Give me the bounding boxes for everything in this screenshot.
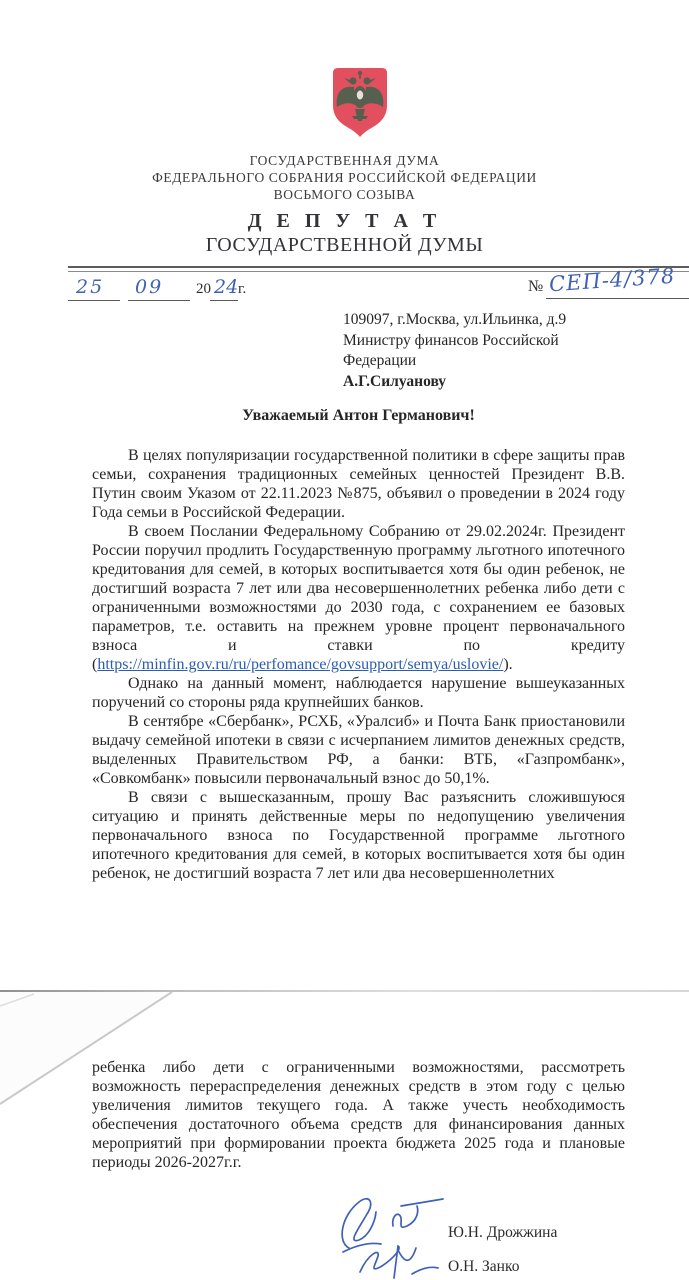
recipient-title-line2: Федерации bbox=[343, 352, 417, 369]
paragraph-2-tail: ). bbox=[503, 656, 513, 673]
date-year-printed: 20 bbox=[196, 281, 211, 297]
ref-number-underline bbox=[546, 298, 689, 299]
paragraph-3: Однако на данный момент, наблюдается нарушение вышеуказанных поручений со стороны ряда крупнейших банков. bbox=[92, 675, 625, 711]
letterhead bbox=[0, 152, 689, 257]
recipient-block bbox=[343, 310, 603, 392]
paragraph-2-text: В своем Послании Федеральному Собранию от 29.02.2024г. Президент России поручил продлить Государственную программу льготного ипотечного кредитования для семей, в которых воспитывается хотя бы один ребенок, не достигший возраста 7 лет или два несовершеннолетних ребенка либо дети с ограниченными возможностями до 2030 года, с сохранением ее базовых параметров, т.е. оставить на прежнем уровне процент первоначального взноса и ставки по кредиту ( bbox=[92, 523, 625, 673]
date-underline-2 bbox=[128, 300, 190, 301]
paragraph-1: В целях популяризации государственной политики в сфере защиты прав семьи, сохранения традиционных семейных ценностей Президент В.В. Путин своим Указом от 22.11.2023 №875, объявил о проведении в 2024 году Года семьи в Российской Федерации. bbox=[92, 447, 625, 521]
minfin-link[interactable]: https://minfin.gov.ru/ru/perfomance/govsupport/semya/uslovie/ bbox=[97, 656, 504, 673]
letter-body-continued bbox=[92, 1058, 625, 1172]
signatory-1-name: Ю.Н. Дрожжина bbox=[448, 1224, 558, 1241]
paragraph-5: В связи с вышесказанным, прошу Вас разъяснить сложившуюся ситуацию и принять действенные меры по недопущению увеличения первоначального взноса по Государственной программе льготного ипотечного кредитования для семей, в которых воспитывается хотя бы один ребенок, не достигший возраста 7 лет или два несовершеннолетних bbox=[92, 789, 625, 882]
ref-number-handwritten: СЕП-4/378 bbox=[548, 263, 677, 297]
date-month-handwritten: 09 bbox=[135, 276, 164, 298]
date-year-handwritten: 24 bbox=[214, 276, 239, 298]
org-name-line3: ВОСЬМОГО СОЗЫВА bbox=[273, 187, 416, 202]
sender-role-line1: Д Е П У Т А Т bbox=[247, 210, 442, 232]
russia-coat-of-arms-icon bbox=[328, 66, 392, 138]
ref-number-label: № bbox=[528, 278, 544, 295]
signatory-2-name: О.Н. Занко bbox=[448, 1258, 520, 1275]
sender-role-line2: ГОСУДАРСТВЕННОЙ ДУМЫ bbox=[205, 234, 484, 256]
recipient-name: А.Г.Силуанову bbox=[343, 372, 447, 390]
paragraph-2 bbox=[92, 522, 625, 674]
date-year-suffix: г. bbox=[238, 281, 247, 297]
org-name-line1: ГОСУДАРСТВЕННАЯ ДУМА bbox=[249, 153, 440, 168]
paragraph-6: ребенка либо дети с ограниченными возможностями, рассмотреть возможность перераспределения денежных средств в этом году с целью увеличения лимитов текущего года. А также учесть необходимость обеспечения достаточного объема средств для финансирования данных мероприятий при формировании проекта бюджета 2025 года и плановые периоды 2026-2027г.г. bbox=[92, 1059, 625, 1171]
org-name-line2: ФЕДЕРАЛЬНОГО СОБРАНИЯ РОССИЙСКОЙ ФЕДЕРАЦИИ bbox=[152, 170, 537, 185]
date-day-handwritten: 25 bbox=[76, 276, 105, 298]
date-underline-1 bbox=[68, 300, 120, 301]
recipient-title-line1: Министру финансов Российской bbox=[343, 331, 559, 349]
paragraph-4: В сентябре «Сбербанк», РСХБ, «Уралсиб» и Почта Банк приостановили выдачу семейной ипотеки в связи с исчерпанием лимитов денежных средств, выделенных Правительством РФ, а банки: ВТБ, «Газпромбанк», «Совкомбанк» повысили первоначальный взнос до 50,1%. bbox=[92, 713, 625, 787]
recipient-address: 109097, г.Москва, ул.Ильинка, д.9 bbox=[343, 311, 567, 328]
letter-body bbox=[92, 446, 625, 883]
letter-page-2 bbox=[0, 992, 689, 1280]
date-underline-3 bbox=[210, 300, 238, 301]
salutation: Уважаемый Антон Германович! bbox=[242, 407, 475, 424]
